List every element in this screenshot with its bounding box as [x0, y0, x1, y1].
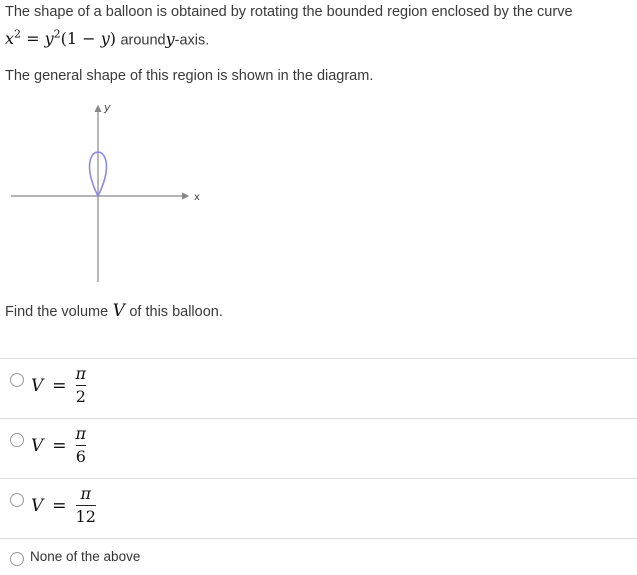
choice-label: None of the above: [30, 549, 141, 564]
fraction: [76, 485, 96, 526]
eq-equals: =: [26, 29, 40, 49]
around-text: around: [120, 32, 166, 49]
choice-lhs: V: [31, 495, 44, 516]
volume-variable: V: [112, 301, 125, 321]
radio-button[interactable]: [10, 433, 24, 447]
fraction-bar: [76, 445, 87, 446]
choice-pi-over-2[interactable]: [0, 358, 637, 419]
choice-lhs: V: [31, 435, 44, 456]
question-prefix: Find the volume: [5, 304, 109, 320]
choice-formula: [31, 425, 86, 466]
choice-equals: =: [52, 375, 67, 396]
numerator: π: [80, 484, 91, 503]
choice-none-of-the-above[interactable]: [0, 538, 637, 575]
choice-pi-over-12[interactable]: [0, 478, 637, 539]
radio-button[interactable]: [10, 552, 24, 566]
curve-equation: [5, 29, 116, 48]
fraction: [76, 365, 87, 406]
radio-button[interactable]: [10, 373, 24, 387]
x-axis-label: x: [194, 192, 200, 203]
denominator: 6: [75, 447, 86, 467]
numerator: π: [75, 364, 87, 383]
region-diagram: [8, 98, 208, 288]
choice-formula: [31, 485, 96, 526]
eq-x-exponent: 2: [14, 28, 22, 41]
choice-equals: =: [52, 495, 67, 516]
diagram-caption: The general shape of this region is shown in the diagram.: [5, 68, 374, 84]
eq-open-paren: (1 −: [60, 29, 96, 49]
choice-lhs: V: [31, 375, 44, 396]
fraction: [76, 425, 87, 466]
y-axis-label: y: [104, 101, 111, 114]
numerator: π: [75, 424, 87, 443]
eq-y2: y: [100, 29, 110, 49]
problem-intro: The shape of a balloon is obtained by rotating the bounded region enclosed by the curve: [5, 4, 573, 20]
radio-button[interactable]: [10, 493, 24, 507]
denominator: 2: [75, 387, 86, 407]
fraction-bar: [76, 385, 87, 386]
choice-formula: [31, 365, 86, 406]
question-suffix: of this balloon.: [129, 304, 223, 320]
eq-y: y: [44, 29, 54, 49]
axis-variable: y: [165, 29, 175, 49]
eq-close-paren: ): [109, 29, 116, 49]
eq-x: x: [5, 29, 15, 49]
curve-equation-line: [5, 28, 209, 49]
question-line: [5, 301, 223, 321]
choice-equals: =: [52, 435, 67, 456]
denominator: 12: [75, 507, 96, 527]
choice-pi-over-6[interactable]: [0, 418, 637, 479]
eq-y-exponent: 2: [53, 28, 61, 41]
fraction-bar: [76, 505, 96, 506]
axis-suffix: -axis.: [174, 32, 210, 49]
